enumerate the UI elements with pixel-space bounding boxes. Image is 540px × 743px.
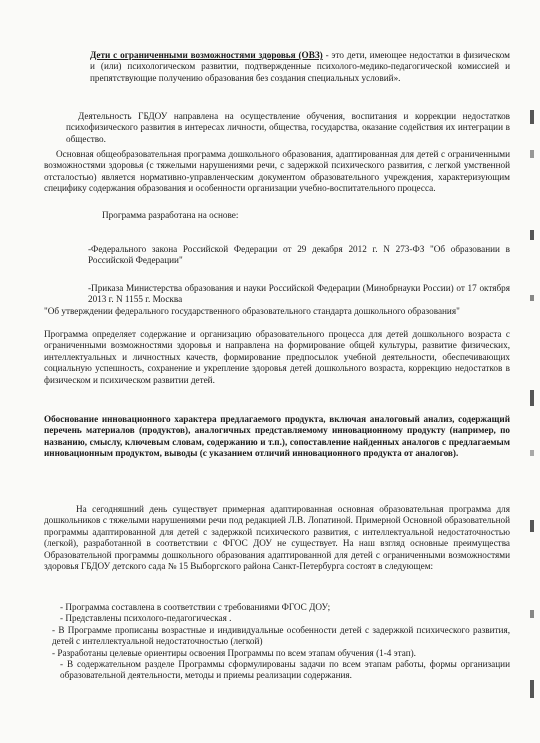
list-item: - Представлены психолого-педагогическая . [60, 613, 232, 624]
scan-edge-marks [530, 90, 534, 730]
list-item: - Программа составлена в соответствии с требованиями ФГОС ДОУ; [60, 602, 331, 612]
list-item: - В содержательном разделе Программы сформулированы задачи по всем этапам работы, формы организации образовательной деятельности, методы и приемы реализации содержания. [60, 659, 510, 681]
ovz-definition: - это дети, имеющее недостатки в физическом и (или) психологическом развитии, подтвержденные психолого-медико-педагогической комиссией и препятствующие получению образования без создания специальных условий». [90, 50, 510, 83]
ovz-term: Дети с ограниченными возможностями здоровья (ОВЗ) [90, 50, 323, 60]
basis-intro: Программа разработана на основе: [102, 210, 239, 220]
list-item: - Разработаны целевые ориентиры освоения Программы по всем этапам обучения (1-4 этап). [52, 647, 416, 658]
list-item: - В Программе прописаны возрастные и индивидуальные особенности детей с задержкой психического развития, детей с интеллектуальной недостаточностью (легкой) [52, 624, 510, 647]
order-title: "Об утверждении федерального государственного образовательного стандарта дошкольного образования" [44, 306, 460, 316]
activity-paragraph: Деятельность ГБДОУ направлена на осуществление обучения, воспитания и коррекции недостатков психофизического развития в интересах личности, общества, государства, оказание содействия их интеграции в общество. [66, 111, 510, 144]
program-paragraph: Основная общеобразовательная программа дошкольного образования, адаптированная для детей с ограниченными возможностями здоровья (с тяжелыми нарушениями речи, с задержкой психического развития, с легкой умственной отсталостью) является нормативно-управленческим документом образовательного учреждения, характеризующим специфику содержания образования и особенности организации учебно-воспитательного процесса. [44, 149, 510, 194]
law-reference: -Федерального закона Российской Федерации от 29 декабря 2012 г. N 273-ФЗ "Об образовании в Российской Федерации" [88, 244, 510, 266]
justification-heading: Обоснование инновационного характера предлагаемого продукта, включая аналоговый анализ, содержащий перечень материалов (продуктов), аналогичных представляемому инновационному продукту (например, по названию, смыслу, ключевым словам, содержанию и т.п.), сопоставление найденных аналогов с предлагаемым инновационным продуктом, выводы (с указанием отличий инновационного продукта от аналогов). [44, 414, 510, 459]
advantages-list [52, 602, 510, 682]
order-reference: -Приказа Министерства образования и науки Российской Федерации (Минобрнауки России) от 17 октября 2013 г. N 1155 г. Москва [88, 283, 510, 305]
today-paragraph: На сегодняшний день существует примерная адаптированная основная образовательная программа для дошкольников с тяжелыми нарушениями речи под редакцией Л.В. Лопатиной. Примерной Основной образовательной программы адаптированной для детей с задержкой психического развития, с интеллектуальной недостаточностью (легкой), разработанной в соответствии с ФГОС ДОУ не существует. На наш взгляд основные преимущества Образовательной программы дошкольного образования адаптированной для детей с ограниченными возможностями здоровья ГБДОУ детского сада № 15 Выборгского района Санкт-Петербурга состоят в следующем: [44, 504, 510, 572]
defines-paragraph: Программа определяет содержание и организацию образовательного процесса для детей дошкольного возраста с ограниченными возможностями здоровья и направлена на формирование общей культуры, развитие физических, интеллектуальных и личностных качеств, формирование предпосылок учебной деятельности, обеспечивающих социальную успешность, сохранение и укрепление здоровья детей дошкольного возраста, коррекцию недостатков в физическом и психическом развитии детей. [44, 329, 510, 385]
intro-paragraph [90, 50, 510, 84]
